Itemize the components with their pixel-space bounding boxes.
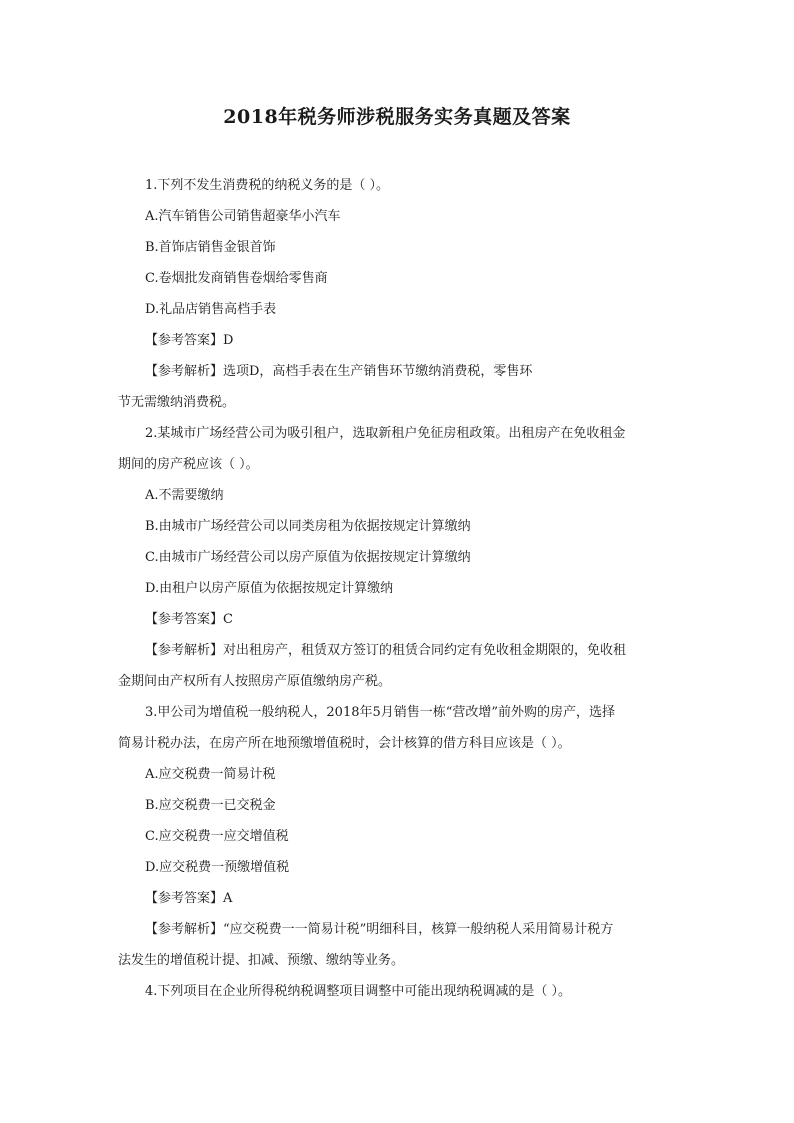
text-line: 法发生的增值税计提、扣减、预缴、缴纳等业务。 bbox=[118, 953, 405, 968]
text-line: D.礼品店销售高档手表 bbox=[145, 302, 277, 317]
text-line: A.不需要缴纳 bbox=[145, 488, 224, 503]
text-line: D.应交税费一预缴增值税 bbox=[145, 860, 290, 875]
text-line: D.由租户以房产原值为依据按规定计算缴纳 bbox=[145, 581, 394, 596]
text-line: B.由城市广场经营公司以同类房租为依据按规定计算缴纳 bbox=[145, 519, 471, 534]
text-line: 2.某城市广场经营公司为吸引租户，选取新租户免征房租政策。出租房产在免收租金 bbox=[145, 426, 626, 441]
text-line: 3.甲公司为增值税一般纳税人，2018年5月销售一栋“营改增”前外购的房产，选择 bbox=[145, 705, 616, 720]
text-line: 【参考解析】选项D，高档手表在生产销售环节缴纳消费税，零售环 bbox=[145, 364, 533, 379]
text-line: A.应交税费一简易计税 bbox=[145, 767, 276, 782]
text-line: 【参考解析】对出租房产，租赁双方签订的租赁合同约定有免收租金期限的，免收租 bbox=[145, 643, 627, 658]
document-body bbox=[118, 170, 678, 1007]
text-line: 4.下列项目在企业所得税纳税调整项目调整中可能出现纳税调减的是（ ）。 bbox=[145, 984, 572, 999]
text-line: 【参考答案】A bbox=[145, 891, 233, 906]
text-line: 【参考解析】“应交税费一一简易计税”明细科目，核算一般纳税人采用简易计税方 bbox=[145, 922, 614, 937]
text-line: 节无需缴纳消费税。 bbox=[118, 395, 236, 410]
text-line: B.首饰店销售金银首饰 bbox=[145, 240, 276, 255]
text-line: C.应交税费一应交增值税 bbox=[145, 829, 289, 844]
text-line: 简易计税办法，在房产所在地预缴增值税时，会计核算的借方科目应该是（ ）。 bbox=[118, 736, 571, 751]
text-line: A.汽车销售公司销售超豪华小汽车 bbox=[145, 209, 341, 224]
text-line: C.卷烟批发商销售卷烟给零售商 bbox=[145, 271, 328, 286]
text-line: B.应交税费一已交税金 bbox=[145, 798, 276, 813]
text-line: 金期间由产权所有人按照房产原值缴纳房产税。 bbox=[118, 674, 392, 689]
text-line: 【参考答案】C bbox=[145, 612, 233, 627]
text-line: C.由城市广场经营公司以房产原值为依据按规定计算缴纳 bbox=[145, 550, 471, 565]
page-title: 2018年税务师涉税服务实务真题及答案 bbox=[223, 106, 571, 128]
text-line: 期间的房产税应该（ ）。 bbox=[118, 457, 259, 472]
text-line: 【参考答案】D bbox=[145, 333, 234, 348]
text-line: 1.下列不发生消费税的纳税义务的是（ ）。 bbox=[145, 178, 390, 193]
